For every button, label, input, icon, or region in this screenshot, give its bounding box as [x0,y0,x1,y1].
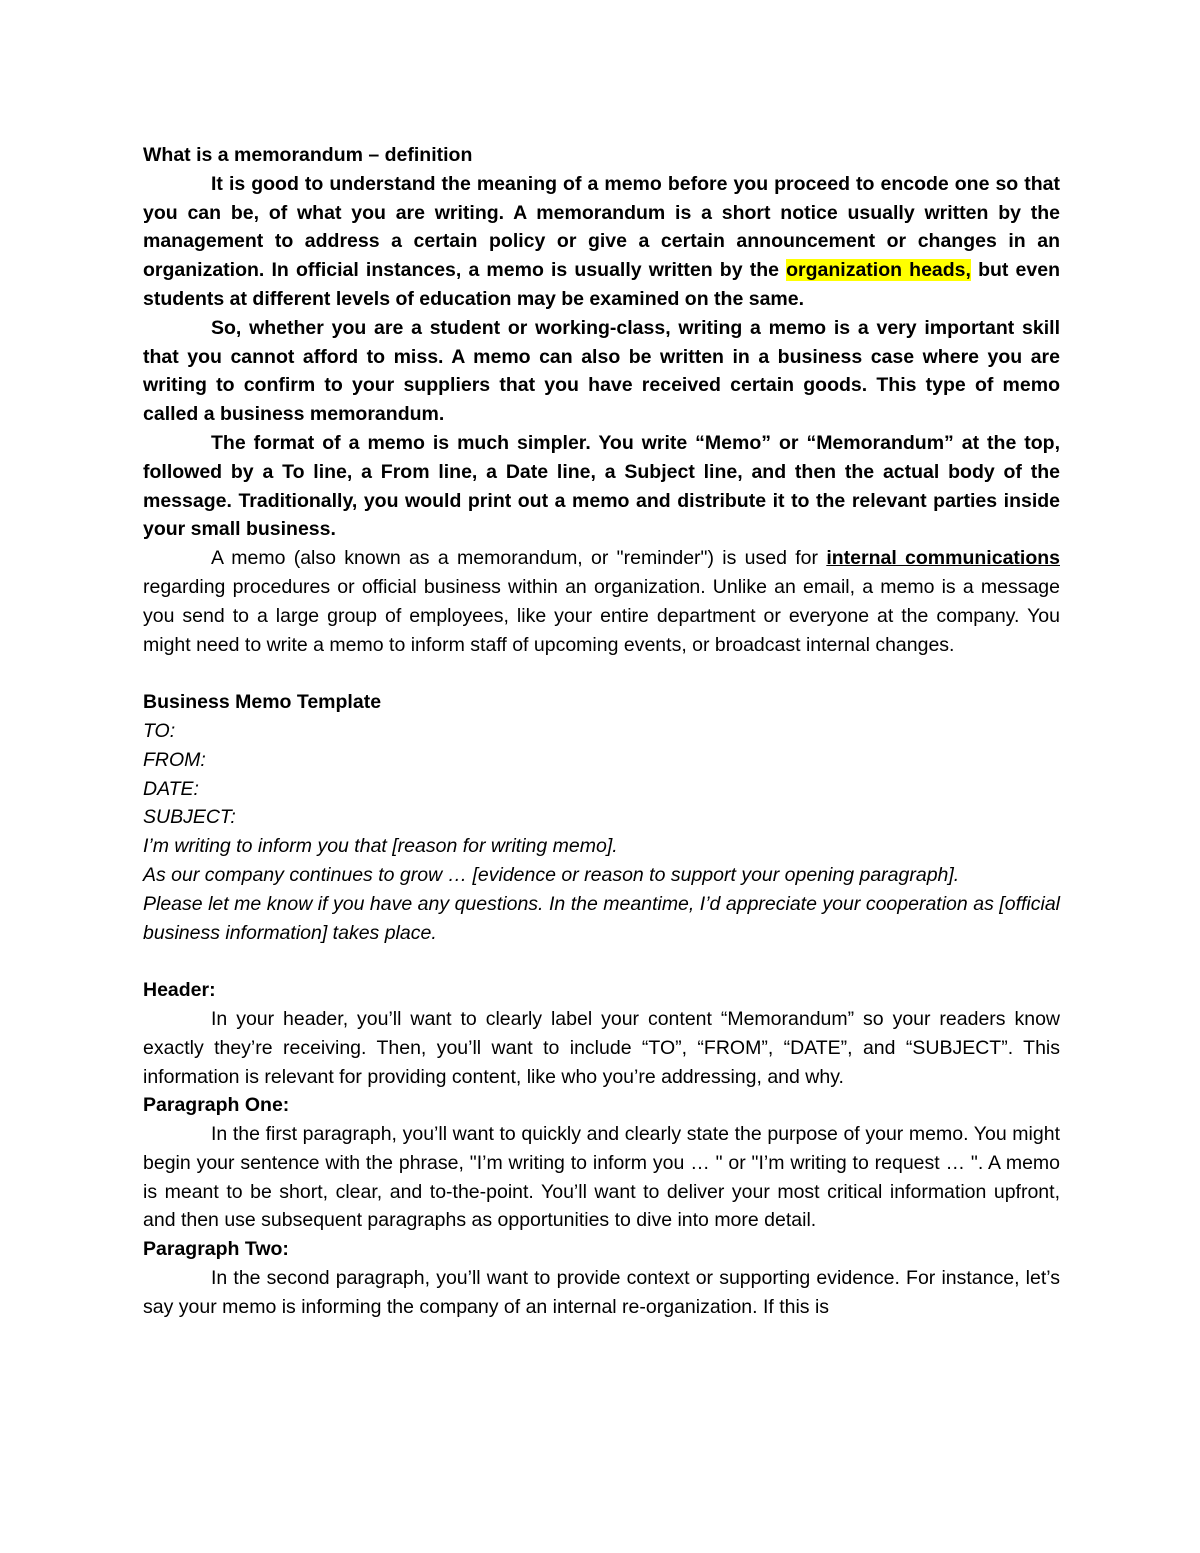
internal-communications-link[interactable]: internal communications [826,547,1060,570]
document-body [143,141,1060,1322]
template-subject: SUBJECT: [143,806,236,829]
paragraph-two-heading: Paragraph Two: [143,1238,289,1261]
template-from: FROM: [143,748,206,771]
highlighted-text: organization heads, [786,259,971,282]
definition-paragraph-1 [143,170,1060,314]
template-date: DATE: [143,777,199,800]
definition-p1-text-before: It is good to understand the meaning of a memo before you proceed to encode one so that you can be, of what you are writing. A memorandum is a short notice usually written by the management to address a certain policy or give a certain announcement or changes in an organization. In official instances, a memo is usually written by the [143,172,1060,282]
definition-heading: What is a memorandum – definition [143,144,473,166]
template-line-3: Please let me know if you have any questions. In the meantime, I’d appreciate your cooperation as [official business information] takes place. [143,892,1060,944]
definition-paragraph-2: So, whether you are a student or working-class, writing a memo is a very important skill that you cannot afford to miss. A memo can also be written in a business case where you are writing to confirm to your suppliers that you have received certain goods. This type of memo called a business memorandum. [143,316,1060,426]
definition-p4-text-after: regarding procedures or official business within an organization. Unlike an email, a memo is a message you send to a large group of employees, like your entire department or everyone at the company. You might need to write a memo to inform staff of upcoming events, or broadcast internal changes. [143,575,1060,656]
template-heading: Business Memo Template [143,691,382,714]
definition-paragraph-4 [143,544,1060,659]
template-line-1: I’m writing to inform you that [reason for writing memo]. [143,835,618,858]
header-heading: Header: [143,979,216,1002]
definition-p1-text-after: but even students at different levels of education may be examined on the same. [143,259,1061,310]
spacer [143,947,1060,976]
paragraph-one-text: In the first paragraph, you’ll want to quickly and clearly state the purpose of your memo. You might begin your sentence with the phrase, "I’m writing to inform you … " or "I’m writing to request … ". A memo is meant to be short, clear, and to-the-point. You’ll want to deliver your most critical information upfront, and then use subsequent paragraphs as opportunities to dive into more detail. [143,1123,1060,1232]
paragraph-two-text: In the second paragraph, you’ll want to provide context or supporting evidence. For instance, let’s say your memo is informing the company of an internal re-organization. If this is [143,1267,1060,1318]
definition-paragraph-3: The format of a memo is much simpler. You write “Memo” or “Memorandum” at the top, followed by a To line, a From line, a Date line, a Subject line, and then the actual body of the message. Traditionally, you would print out a memo and distribute it to the relevant parties inside your small business. [143,431,1060,541]
spacer [143,659,1060,688]
header-paragraph: In your header, you’ll want to clearly label your content “Memorandum” so your readers know exactly they’re receiving. Then, you’ll want to include “TO”, “FROM”, “DATE”, and “SUBJECT”. This information is relevant for providing content, like who you’re addressing, and why. [143,1007,1060,1088]
template-to: TO: [143,719,176,742]
template-line-2: As our company continues to grow … [evidence or reason to support your opening paragraph]. [143,863,960,886]
paragraph-one-heading: Paragraph One: [143,1094,290,1117]
definition-p4-text-before: A memo (also known as a memorandum, or "reminder") is used for [211,547,827,570]
